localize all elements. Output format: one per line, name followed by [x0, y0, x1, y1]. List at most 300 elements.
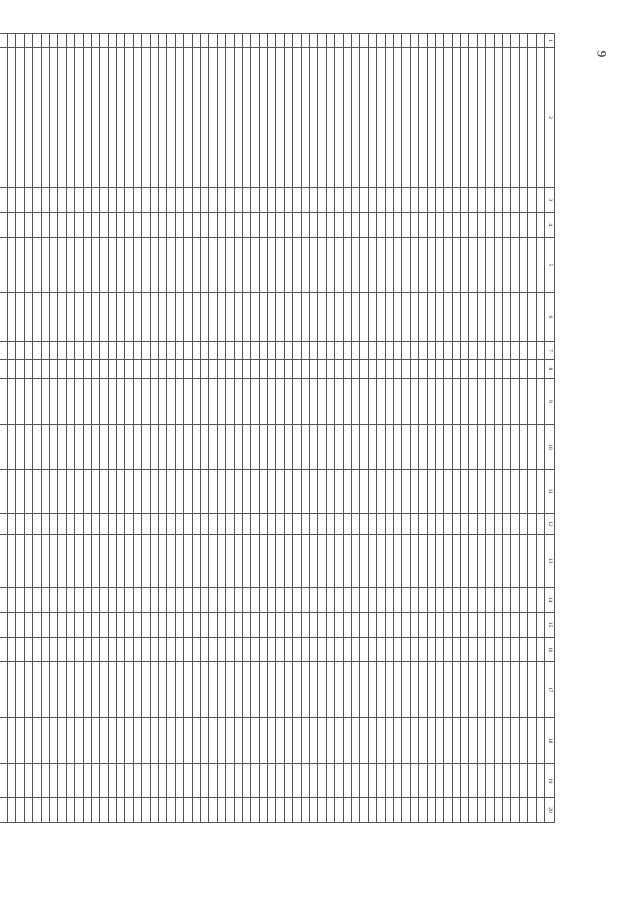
table-cell	[461, 378, 469, 425]
table-cell	[100, 764, 108, 798]
table-cell	[175, 187, 183, 212]
table-cell	[125, 34, 133, 48]
table-cell	[150, 34, 158, 48]
table-cell	[385, 637, 393, 662]
table-cell	[452, 717, 460, 764]
table-cell	[377, 587, 385, 612]
table-cell	[150, 237, 158, 292]
table-cell	[402, 360, 410, 378]
table-cell	[133, 48, 141, 188]
data-grid	[0, 33, 555, 823]
table-cell	[410, 717, 418, 764]
table-cell	[536, 637, 544, 662]
table-cell	[184, 360, 192, 378]
table-cell	[393, 34, 401, 48]
table-cell	[444, 292, 452, 341]
table-cell	[318, 378, 326, 425]
table-cell	[360, 378, 368, 425]
table-cell	[519, 360, 527, 378]
table-cell	[16, 662, 24, 717]
table-cell	[461, 360, 469, 378]
table-cell	[234, 662, 242, 717]
table-cell	[293, 341, 301, 359]
table-cell	[352, 717, 360, 764]
table-cell	[352, 292, 360, 341]
table-cell	[444, 662, 452, 717]
table-cell	[159, 637, 167, 662]
table-cell	[461, 48, 469, 188]
table-cell	[461, 764, 469, 798]
table-cell	[284, 797, 292, 822]
table-cell	[251, 662, 259, 717]
table-cell	[528, 637, 536, 662]
table-cell	[377, 292, 385, 341]
table-cell	[41, 514, 49, 535]
table-cell	[108, 34, 116, 48]
table-cell	[528, 514, 536, 535]
table-cell	[494, 425, 502, 469]
table-cell	[33, 341, 41, 359]
table-cell	[268, 764, 276, 798]
table-cell	[142, 237, 150, 292]
table-cell	[335, 469, 343, 513]
table-cell	[486, 534, 494, 587]
table-cell	[528, 797, 536, 822]
table-cell	[192, 534, 200, 587]
table-cell	[427, 764, 435, 798]
table-cell	[536, 425, 544, 469]
table-cell	[536, 34, 544, 48]
table-cell	[528, 212, 536, 237]
table-cell	[159, 341, 167, 359]
table-cell	[150, 662, 158, 717]
table-cell	[477, 469, 485, 513]
table-cell	[167, 187, 175, 212]
table-cell	[83, 717, 91, 764]
table-row	[33, 34, 41, 823]
table-cell	[326, 425, 334, 469]
table-cell	[402, 237, 410, 292]
table-cell	[133, 764, 141, 798]
table-cell	[503, 48, 511, 188]
table-cell	[259, 514, 267, 535]
table-cell	[125, 534, 133, 587]
table-cell	[75, 292, 83, 341]
column-number: 7	[545, 341, 555, 359]
table-cell	[393, 341, 401, 359]
table-cell	[192, 514, 200, 535]
table-cell	[24, 212, 32, 237]
table-cell	[75, 662, 83, 717]
table-cell	[377, 212, 385, 237]
table-cell	[58, 637, 66, 662]
table-cell	[352, 612, 360, 637]
table-cell	[159, 425, 167, 469]
table-cell	[268, 341, 276, 359]
table-cell	[24, 514, 32, 535]
table-cell	[83, 378, 91, 425]
table-cell	[83, 212, 91, 237]
table-cell	[368, 378, 376, 425]
table-cell	[519, 717, 527, 764]
table-cell	[200, 360, 208, 378]
table-cell	[284, 469, 292, 513]
table-cell	[142, 341, 150, 359]
table-cell	[444, 717, 452, 764]
table-cell	[200, 662, 208, 717]
table-cell	[519, 612, 527, 637]
table-cell	[477, 48, 485, 188]
table-cell	[100, 797, 108, 822]
table-cell	[343, 378, 351, 425]
table-cell	[301, 717, 309, 764]
table-cell	[310, 797, 318, 822]
table-cell	[310, 514, 318, 535]
table-cell	[217, 237, 225, 292]
table-cell	[75, 717, 83, 764]
table-cell	[100, 425, 108, 469]
table-cell	[276, 662, 284, 717]
table-cell	[268, 637, 276, 662]
table-cell	[335, 341, 343, 359]
table-cell	[184, 717, 192, 764]
table-cell	[242, 378, 250, 425]
table-cell	[410, 292, 418, 341]
table-cell	[49, 341, 57, 359]
table-cell	[519, 662, 527, 717]
table-cell	[0, 534, 8, 587]
table-row	[503, 34, 511, 823]
table-cell	[360, 341, 368, 359]
table-cell	[209, 534, 217, 587]
table-cell	[477, 662, 485, 717]
table-cell	[385, 469, 393, 513]
table-row	[66, 34, 74, 823]
table-cell	[477, 587, 485, 612]
table-cell	[259, 360, 267, 378]
table-cell	[511, 662, 519, 717]
table-cell	[452, 514, 460, 535]
table-cell	[242, 360, 250, 378]
table-cell	[301, 187, 309, 212]
table-cell	[184, 378, 192, 425]
table-cell	[192, 469, 200, 513]
table-cell	[503, 425, 511, 469]
table-row	[41, 34, 49, 823]
table-cell	[108, 48, 116, 188]
table-cell	[16, 378, 24, 425]
table-cell	[343, 212, 351, 237]
table-cell	[200, 34, 208, 48]
table-cell	[41, 237, 49, 292]
table-cell	[310, 237, 318, 292]
table-cell	[410, 534, 418, 587]
table-cell	[444, 360, 452, 378]
table-cell	[444, 514, 452, 535]
table-row	[326, 34, 334, 823]
table-cell	[444, 237, 452, 292]
table-cell	[293, 48, 301, 188]
table-cell	[209, 187, 217, 212]
table-cell	[100, 187, 108, 212]
table-cell	[41, 187, 49, 212]
table-cell	[41, 48, 49, 188]
table-cell	[251, 717, 259, 764]
table-cell	[511, 34, 519, 48]
table-cell	[200, 378, 208, 425]
table-cell	[100, 378, 108, 425]
table-cell	[368, 797, 376, 822]
table-cell	[217, 637, 225, 662]
table-cell	[276, 341, 284, 359]
table-cell	[402, 534, 410, 587]
table-cell	[293, 797, 301, 822]
table-cell	[326, 587, 334, 612]
column-number: 10	[545, 425, 555, 469]
table-cell	[284, 48, 292, 188]
table-cell	[528, 237, 536, 292]
table-cell	[217, 612, 225, 637]
table-cell	[41, 534, 49, 587]
table-cell	[469, 764, 477, 798]
column-number: 1	[545, 34, 555, 48]
table-cell	[452, 360, 460, 378]
table-cell	[435, 797, 443, 822]
table-cell	[58, 797, 66, 822]
table-cell	[217, 34, 225, 48]
table-cell	[494, 187, 502, 212]
table-row	[167, 34, 175, 823]
table-cell	[310, 292, 318, 341]
table-cell	[402, 662, 410, 717]
table-cell	[486, 34, 494, 48]
table-row	[251, 34, 259, 823]
table-row	[427, 34, 435, 823]
table-cell	[293, 237, 301, 292]
table-cell	[209, 514, 217, 535]
table-cell	[0, 717, 8, 764]
table-cell	[75, 425, 83, 469]
table-cell	[402, 292, 410, 341]
table-cell	[33, 534, 41, 587]
table-cell	[368, 34, 376, 48]
table-cell	[318, 48, 326, 188]
table-cell	[494, 587, 502, 612]
table-cell	[0, 212, 8, 237]
table-cell	[419, 469, 427, 513]
table-cell	[385, 717, 393, 764]
table-cell	[301, 237, 309, 292]
table-cell	[91, 212, 99, 237]
table-cell	[175, 48, 183, 188]
table-cell	[511, 187, 519, 212]
table-cell	[108, 717, 116, 764]
table-cell	[477, 534, 485, 587]
table-cell	[301, 34, 309, 48]
table-cell	[435, 341, 443, 359]
table-cell	[276, 360, 284, 378]
table-cell	[427, 797, 435, 822]
table-cell	[301, 514, 309, 535]
table-cell	[410, 212, 418, 237]
table-cell	[226, 237, 234, 292]
table-cell	[410, 637, 418, 662]
table-cell	[352, 378, 360, 425]
table-cell	[385, 662, 393, 717]
table-cell	[452, 662, 460, 717]
table-cell	[91, 587, 99, 612]
table-cell	[435, 292, 443, 341]
table-cell	[310, 764, 318, 798]
table-cell	[360, 292, 368, 341]
table-cell	[125, 187, 133, 212]
table-cell	[91, 341, 99, 359]
table-cell	[192, 587, 200, 612]
table-cell	[33, 237, 41, 292]
table-cell	[259, 212, 267, 237]
table-cell	[192, 764, 200, 798]
table-cell	[318, 612, 326, 637]
table-cell	[435, 34, 443, 48]
table-cell	[242, 425, 250, 469]
table-cell	[125, 514, 133, 535]
table-row	[301, 34, 309, 823]
table-cell	[352, 662, 360, 717]
table-cell	[75, 360, 83, 378]
table-cell	[125, 637, 133, 662]
table-cell	[234, 237, 242, 292]
table-cell	[0, 637, 8, 662]
table-cell	[8, 48, 16, 188]
table-cell	[318, 637, 326, 662]
table-cell	[318, 514, 326, 535]
table-cell	[108, 612, 116, 637]
table-cell	[175, 637, 183, 662]
table-cell	[83, 341, 91, 359]
table-cell	[318, 212, 326, 237]
table-cell	[159, 237, 167, 292]
table-cell	[469, 187, 477, 212]
table-cell	[242, 48, 250, 188]
table-cell	[536, 764, 544, 798]
table-cell	[142, 34, 150, 48]
table-cell	[301, 612, 309, 637]
table-cell	[494, 237, 502, 292]
table-cell	[24, 534, 32, 587]
table-cell	[184, 587, 192, 612]
table-cell	[511, 425, 519, 469]
table-cell	[494, 360, 502, 378]
table-cell	[419, 378, 427, 425]
table-cell	[536, 187, 544, 212]
table-cell	[49, 797, 57, 822]
table-cell	[368, 292, 376, 341]
table-cell	[33, 212, 41, 237]
table-cell	[326, 662, 334, 717]
table-cell	[368, 514, 376, 535]
table-cell	[184, 237, 192, 292]
table-cell	[41, 717, 49, 764]
table-cell	[192, 360, 200, 378]
table-cell	[427, 534, 435, 587]
table-cell	[83, 534, 91, 587]
table-row	[234, 34, 242, 823]
table-cell	[24, 717, 32, 764]
table-cell	[326, 237, 334, 292]
table-cell	[419, 48, 427, 188]
table-cell	[66, 764, 74, 798]
table-cell	[528, 292, 536, 341]
table-row	[142, 34, 150, 823]
table-cell	[24, 637, 32, 662]
table-cell	[494, 717, 502, 764]
table-cell	[75, 514, 83, 535]
table-cell	[33, 48, 41, 188]
table-cell	[16, 612, 24, 637]
table-cell	[75, 587, 83, 612]
table-cell	[410, 360, 418, 378]
table-cell	[192, 292, 200, 341]
table-cell	[24, 292, 32, 341]
table-cell	[159, 212, 167, 237]
table-cell	[494, 34, 502, 48]
table-cell	[58, 717, 66, 764]
table-cell	[536, 212, 544, 237]
table-cell	[75, 637, 83, 662]
table-cell	[486, 637, 494, 662]
table-cell	[486, 612, 494, 637]
table-row	[494, 34, 502, 823]
table-cell	[377, 341, 385, 359]
table-cell	[410, 341, 418, 359]
table-cell	[477, 637, 485, 662]
table-cell	[142, 48, 150, 188]
table-cell	[159, 378, 167, 425]
column-number: 12	[545, 514, 555, 535]
table-cell	[58, 764, 66, 798]
table-cell	[360, 534, 368, 587]
table-cell	[444, 341, 452, 359]
table-cell	[66, 717, 74, 764]
table-cell	[33, 34, 41, 48]
table-cell	[335, 717, 343, 764]
table-cell	[66, 662, 74, 717]
table-row	[519, 34, 527, 823]
table-row	[410, 34, 418, 823]
table-cell	[318, 237, 326, 292]
table-cell	[108, 237, 116, 292]
table-cell	[310, 534, 318, 587]
table-cell	[83, 469, 91, 513]
table-cell	[528, 378, 536, 425]
table-cell	[268, 662, 276, 717]
table-cell	[259, 48, 267, 188]
table-cell	[0, 587, 8, 612]
table-cell	[251, 612, 259, 637]
column-number: 18	[545, 717, 555, 764]
table-cell	[268, 237, 276, 292]
table-cell	[427, 587, 435, 612]
table-cell	[150, 48, 158, 188]
table-cell	[108, 360, 116, 378]
table-cell	[150, 469, 158, 513]
table-cell	[427, 637, 435, 662]
table-cell	[41, 292, 49, 341]
table-cell	[133, 717, 141, 764]
table-cell	[259, 717, 267, 764]
table-cell	[83, 187, 91, 212]
table-cell	[536, 797, 544, 822]
